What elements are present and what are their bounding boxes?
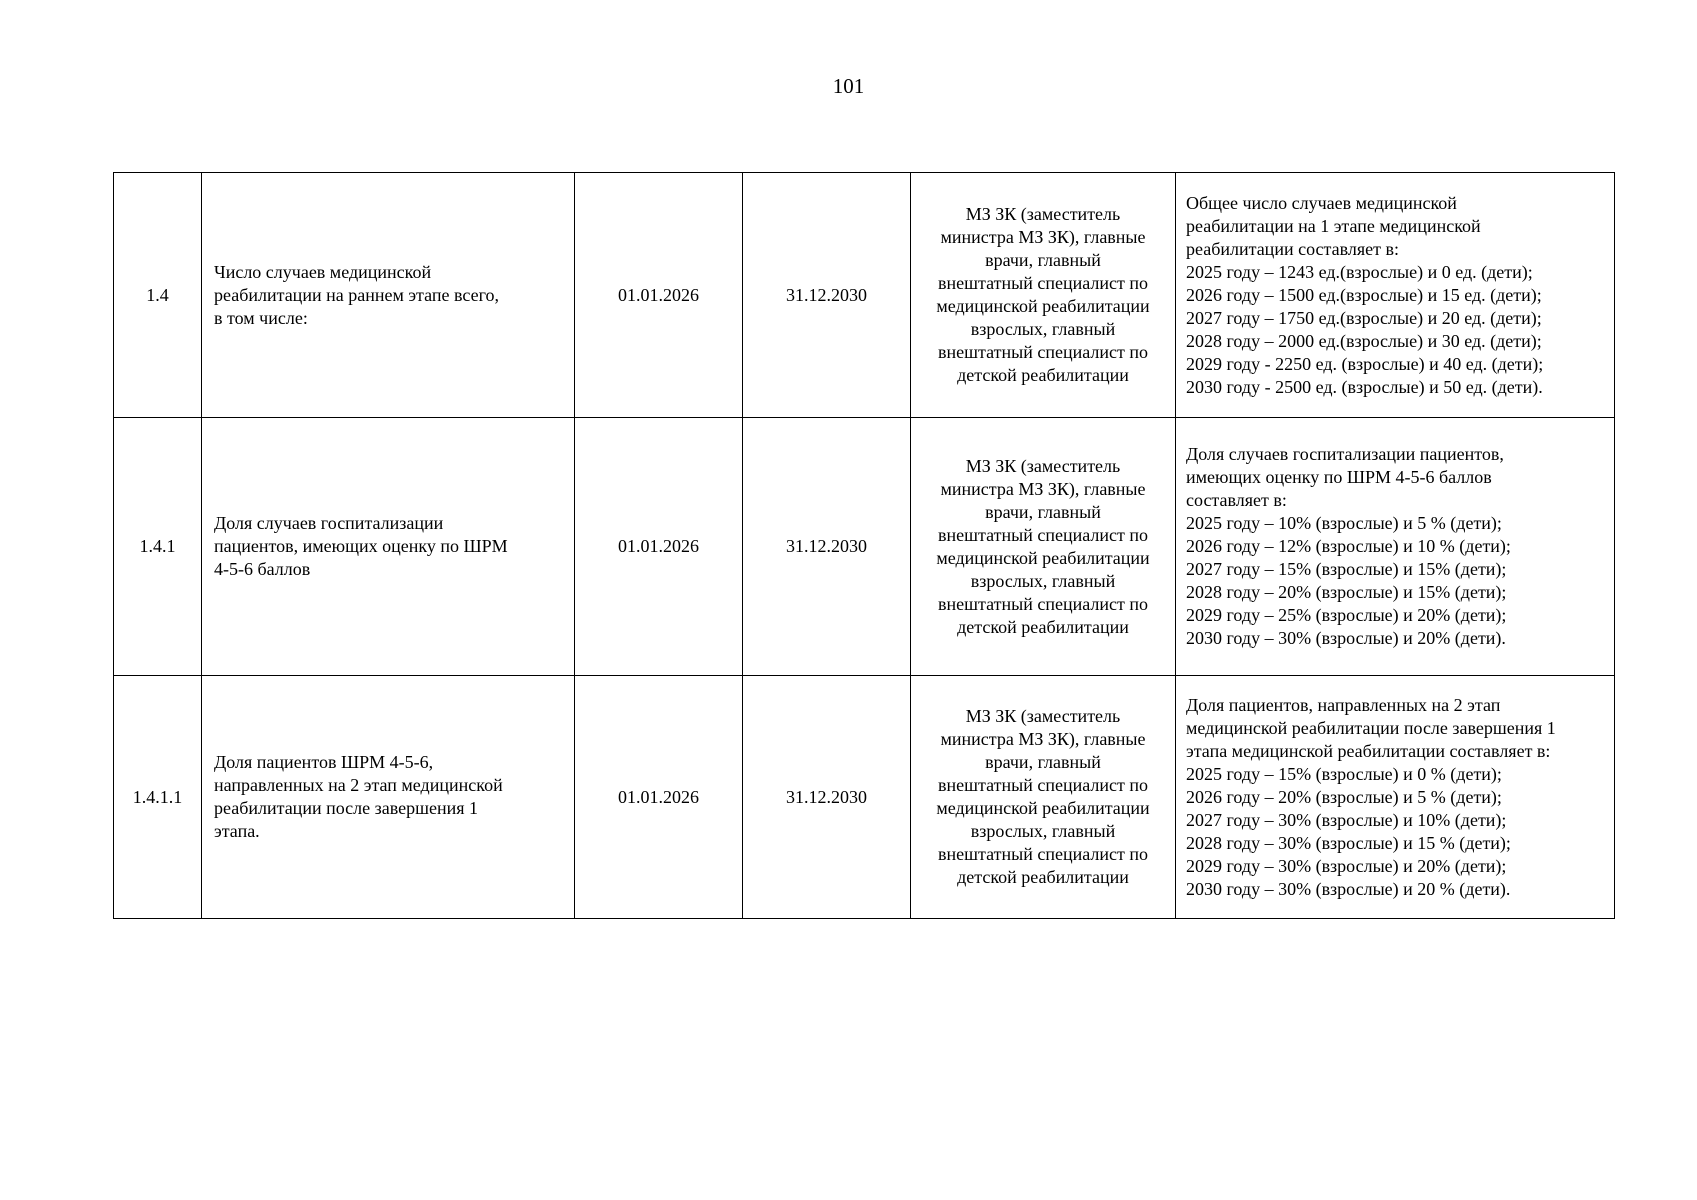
text-line: министра МЗ ЗК), главные <box>940 227 1146 247</box>
result-cell <box>1176 173 1615 418</box>
responsible-cell <box>911 676 1176 919</box>
text-line: МЗ ЗК (заместитель <box>965 455 1121 476</box>
text-line: взрослых, главный <box>970 319 1116 339</box>
text-line: 2029 году – 25% (взрослые) и 20% (дети); <box>1186 605 1507 625</box>
text-line: детской реабилитации <box>957 867 1129 887</box>
text-line: 2028 году – 20% (взрослые) и 15% (дети); <box>1186 582 1507 602</box>
text-line: 4-5-6 баллов <box>214 559 311 579</box>
text-line: 2027 году – 15% (взрослые) и 15% (дети); <box>1186 559 1507 579</box>
text-line: 2026 году – 1500 ед.(взрослые) и 15 ед. (дети); <box>1186 284 1542 305</box>
text-line: врачи, главный <box>985 752 1101 772</box>
text-line: медицинской реабилитации после завершения 1 <box>1186 717 1556 738</box>
text-line: детской реабилитации <box>957 365 1129 385</box>
text-line: взрослых, главный <box>970 570 1116 591</box>
end-date-cell: 31.12.2030 <box>743 418 911 676</box>
table-row <box>114 418 1615 676</box>
text-line: 2028 году – 2000 ед.(взрослые) и 30 ед. (дети); <box>1186 330 1542 351</box>
text-line: Доля пациентов ШРМ 4-5-6, <box>214 752 434 772</box>
text-line: реабилитации после завершения 1 <box>214 798 478 818</box>
text-line: 2028 году – 30% (взрослые) и 15 % (дети); <box>1186 832 1511 853</box>
text-line: врачи, главный <box>985 501 1101 522</box>
start-date-cell: 01.01.2026 <box>575 418 743 676</box>
item-name-cell <box>202 173 575 418</box>
text-line: МЗ ЗК (заместитель <box>965 204 1121 224</box>
text-line: внештатный специалист по <box>938 524 1148 545</box>
text-line: внештатный специалист по <box>938 273 1148 293</box>
text-line: врачи, главный <box>985 250 1101 270</box>
text-line: 2027 году – 30% (взрослые) и 10% (дети); <box>1186 809 1507 830</box>
text-line: направленных на 2 этап медицинской <box>214 775 503 795</box>
text-line: имеющих оценку по ШРМ 4-5-6 баллов <box>1186 467 1492 487</box>
text-line: Доля случаев госпитализации пациентов, <box>1186 444 1504 464</box>
text-line: министра МЗ ЗК), главные <box>940 729 1146 749</box>
plan-table <box>113 172 1615 919</box>
text-line: медицинской реабилитации <box>936 798 1150 818</box>
text-line: внештатный специалист по <box>938 775 1148 795</box>
text-line: 2025 году – 10% (взрослые) и 5 % (дети); <box>1186 513 1502 533</box>
text-line: внештатный специалист по <box>938 844 1148 864</box>
text-line: Число случаев медицинской <box>214 261 432 282</box>
text-line: 2025 году – 15% (взрослые) и 0 % (дети); <box>1186 763 1502 784</box>
item-number-cell: 1.4 <box>114 173 202 418</box>
text-line: Доля случаев госпитализации <box>214 513 444 533</box>
text-line: реабилитации на 1 этапе медицинской <box>1186 215 1481 236</box>
text-line: министра МЗ ЗК), главные <box>940 478 1146 499</box>
table-row <box>114 676 1615 919</box>
text-line: реабилитации на раннем этапе всего, <box>214 284 500 305</box>
text-line: МЗ ЗК (заместитель <box>965 706 1121 726</box>
text-line: 2030 году - 2500 ед. (взрослые) и 50 ед. (дети). <box>1186 376 1543 397</box>
text-line: детской реабилитации <box>957 616 1129 637</box>
start-date-cell: 01.01.2026 <box>575 676 743 919</box>
table-row <box>114 173 1615 418</box>
text-line: 2025 году – 1243 ед.(взрослые) и 0 ед. (дети); <box>1186 261 1533 282</box>
text-line: этапа. <box>214 821 260 841</box>
item-number-cell: 1.4.1.1 <box>114 676 202 919</box>
end-date-cell: 31.12.2030 <box>743 173 911 418</box>
text-line: 2029 году – 30% (взрослые) и 20% (дети); <box>1186 855 1507 876</box>
result-cell <box>1176 676 1615 919</box>
item-number-cell: 1.4.1 <box>114 418 202 676</box>
text-line: 2030 году – 30% (взрослые) и 20 % (дети). <box>1186 878 1511 899</box>
text-line: Доля пациентов, направленных на 2 этап <box>1186 694 1501 715</box>
result-cell <box>1176 418 1615 676</box>
text-line: 2029 году - 2250 ед. (взрослые) и 40 ед. (дети); <box>1186 353 1544 374</box>
text-line: пациентов, имеющих оценку по ШРМ <box>214 536 508 556</box>
text-line: 2027 году – 1750 ед.(взрослые) и 20 ед. (дети); <box>1186 307 1542 328</box>
text-line: этапа медицинской реабилитации составляет в: <box>1186 740 1551 761</box>
end-date-cell: 31.12.2030 <box>743 676 911 919</box>
text-line: медицинской реабилитации <box>936 547 1150 568</box>
responsible-cell <box>911 418 1176 676</box>
text-line: 2030 году – 30% (взрослые) и 20% (дети). <box>1186 628 1506 648</box>
text-line: 2026 году – 12% (взрослые) и 10 % (дети); <box>1186 536 1511 556</box>
text-line: 2026 году – 20% (взрослые) и 5 % (дети); <box>1186 786 1502 807</box>
item-name-cell <box>202 418 575 676</box>
plan-table-body <box>114 173 1615 919</box>
text-line: внештатный специалист по <box>938 593 1148 614</box>
start-date-cell: 01.01.2026 <box>575 173 743 418</box>
text-line: реабилитации составляет в: <box>1186 238 1399 259</box>
page-number: 101 <box>832 74 865 98</box>
text-line: в том числе: <box>214 307 308 328</box>
text-line: внештатный специалист по <box>938 342 1148 362</box>
responsible-cell <box>911 173 1176 418</box>
text-line: медицинской реабилитации <box>936 296 1150 316</box>
item-name-cell <box>202 676 575 919</box>
text-line: взрослых, главный <box>970 821 1116 841</box>
text-line: Общее число случаев медицинской <box>1186 192 1457 213</box>
text-line: составляет в: <box>1186 490 1287 510</box>
